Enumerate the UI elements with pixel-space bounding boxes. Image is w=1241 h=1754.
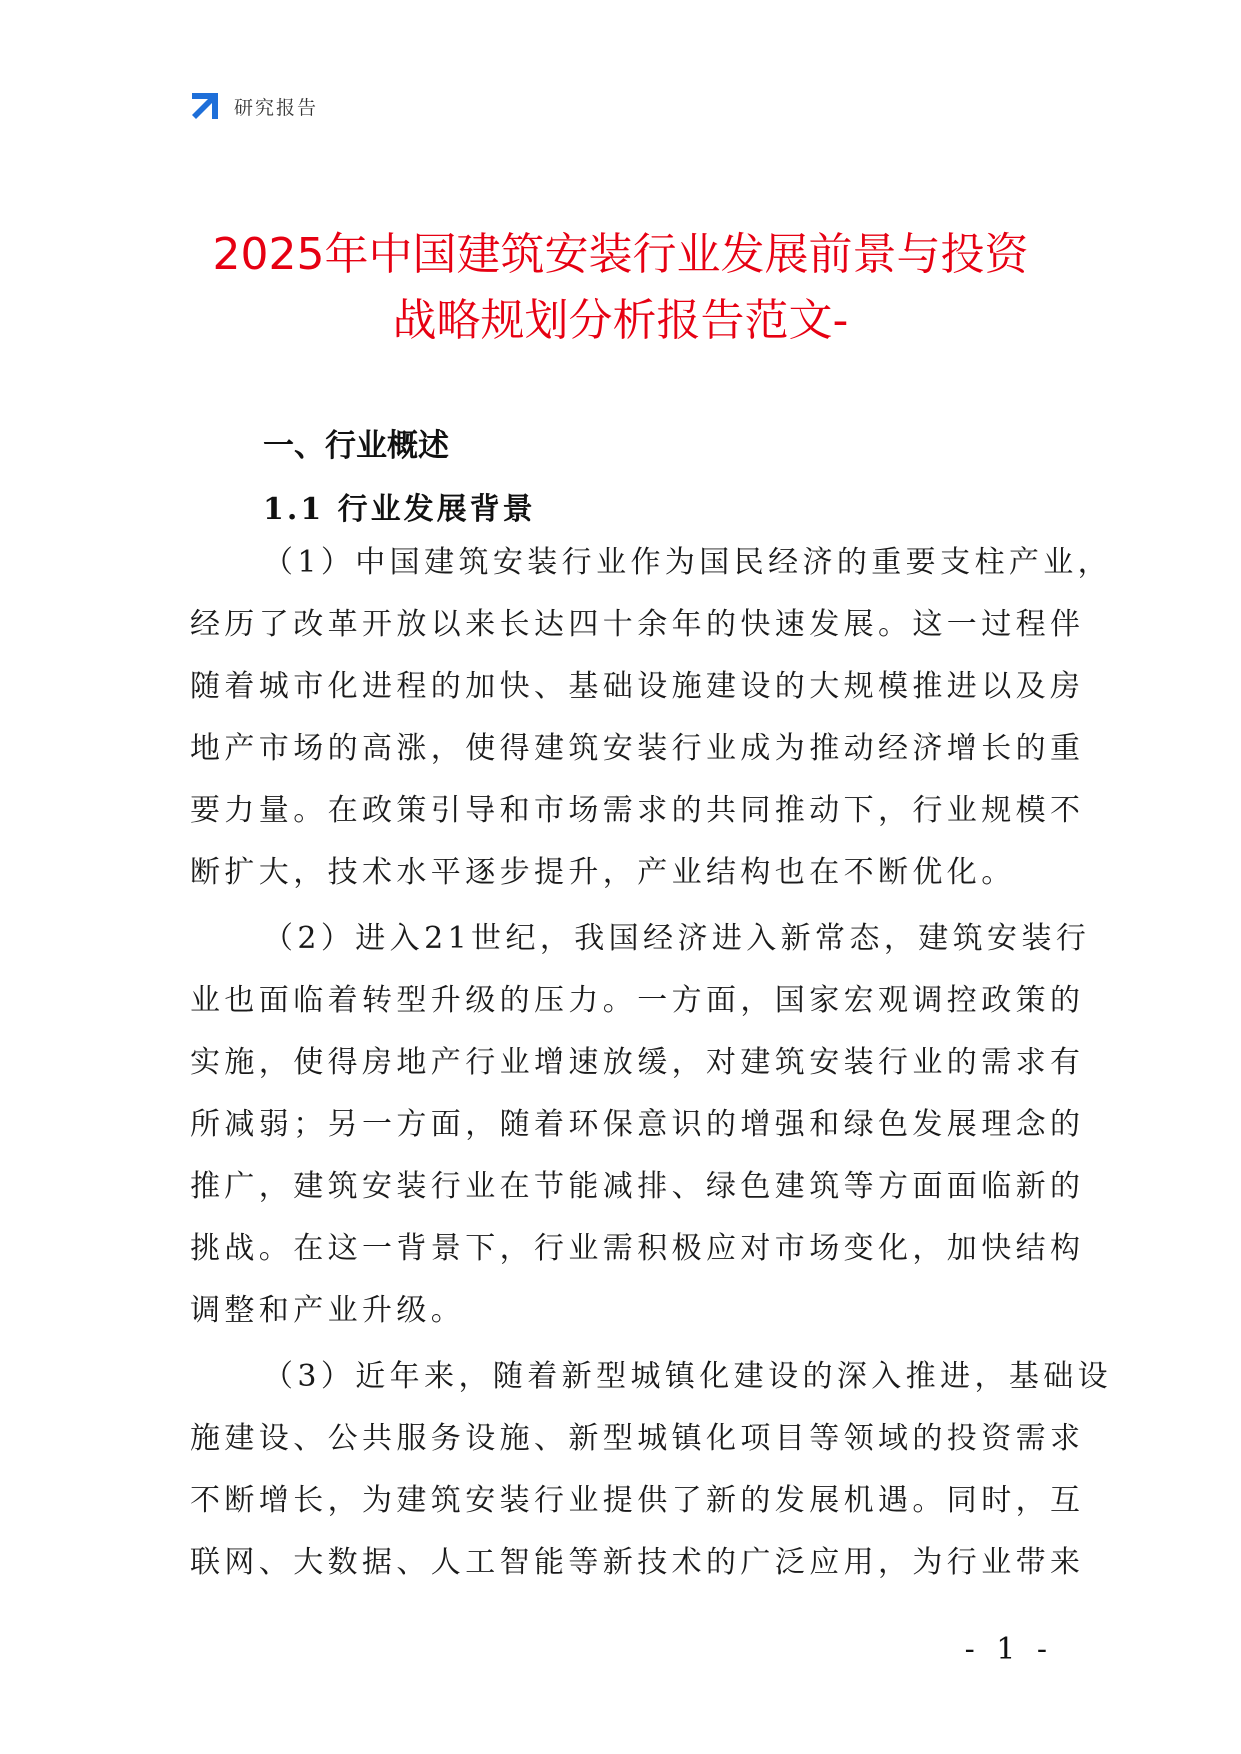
paragraph-line: 联网、大数据、人工智能等新技术的广泛应用，为行业带来 [190,1545,1085,1580]
page-number: - 1 - [964,1632,1053,1667]
paragraph-line: 调整和产业升级。 [190,1293,466,1328]
title-line-1: 2025年中国建筑安装行业发展前景与投资 [212,229,1029,280]
paragraph-line: 不断增长，为建筑安装行业提供了新的发展机遇。同时，互 [190,1483,1085,1518]
report-header [188,88,318,124]
paragraph-line: 施建设、公共服务设施、新型城镇化项目等领域的投资需求 [190,1421,1085,1456]
paragraph-line: （2）进入21世纪，我国经济进入新常态，建筑安装行 [263,921,1091,956]
paragraph-1 [190,532,1113,904]
paragraph-line: （1）中国建筑安装行业作为国民经济的重要支柱产业， [263,545,1113,580]
subsection-heading: 1.1 行业发展背景 [263,492,536,527]
paragraph-3 [190,1346,1113,1594]
paragraph-line: 推广，建筑安装行业在节能减排、绿色建筑等方面面临新的 [190,1169,1085,1204]
title-line-2: 战略规划分析报告范文- [392,295,849,346]
paragraph-2 [190,908,1091,1342]
paragraph-line: 业也面临着转型升级的压力。一方面，国家宏观调控政策的 [190,983,1085,1018]
page-title [150,222,1091,354]
paragraph-line: 断扩大，技术水平逐步提升，产业结构也在不断优化。 [190,855,1016,890]
paragraph-line: 所减弱；另一方面，随着环保意识的增强和绿色发展理念的 [190,1107,1085,1142]
paragraph-line: 地产市场的高涨，使得建筑安装行业成为推动经济增长的重 [190,731,1085,766]
section-heading: 一、行业概述 [263,428,449,464]
paragraph-line: 挑战。在这一背景下，行业需积极应对市场变化，加快结构 [190,1231,1085,1266]
paragraph-line: 经历了改革开放以来长达四十余年的快速发展。这一过程伴 [190,607,1085,642]
brand-label: 研究报告 [234,96,319,119]
paragraph-line: 要力量。在政策引导和市场需求的共同推动下，行业规模不 [190,793,1085,828]
diagonal-arrow-icon [188,89,222,123]
paragraph-line: （3）近年来，随着新型城镇化建设的深入推进，基础设 [263,1359,1113,1394]
paragraph-line: 实施，使得房地产行业增速放缓，对建筑安装行业的需求有 [190,1045,1085,1080]
paragraph-line: 随着城市化进程的加快、基础设施建设的大规模推进以及房 [190,669,1085,704]
